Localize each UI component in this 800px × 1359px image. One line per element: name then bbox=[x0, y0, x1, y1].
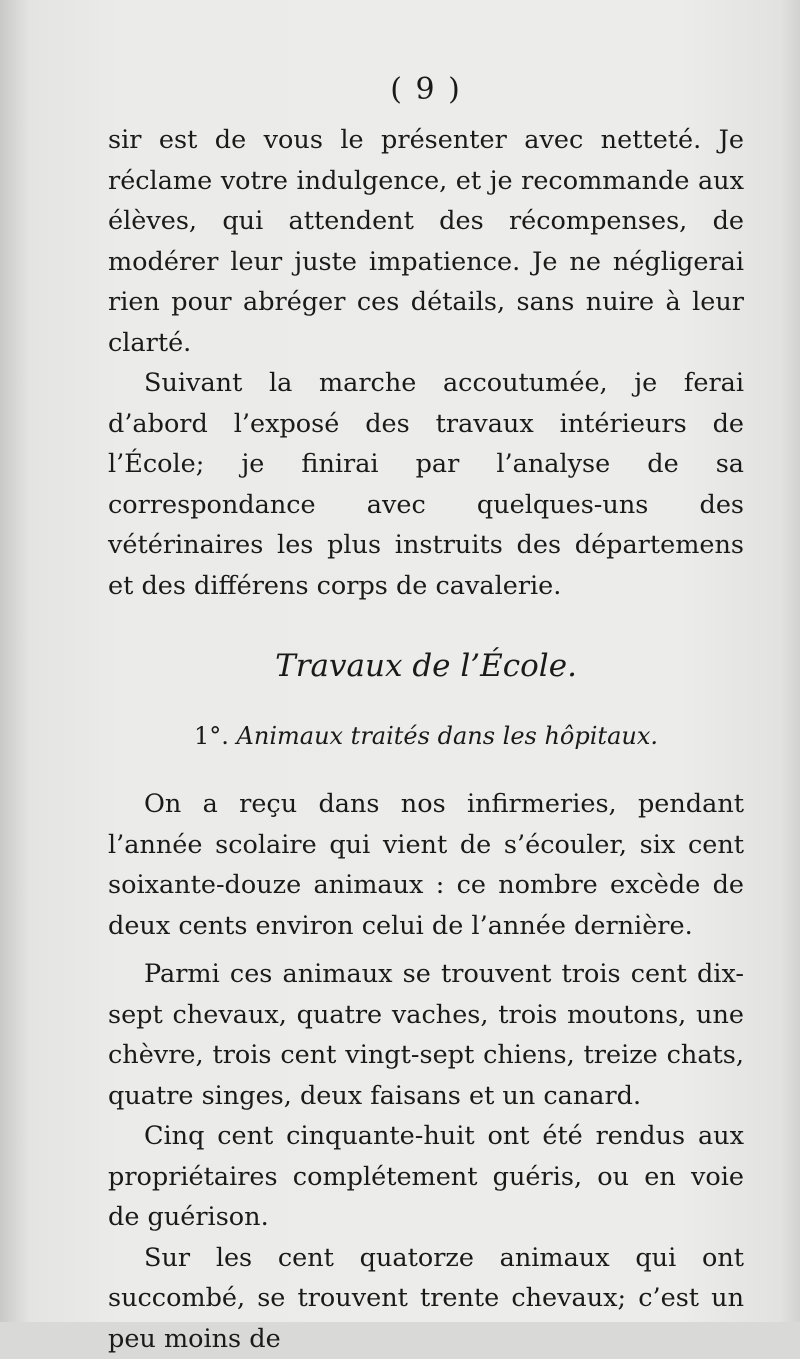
paragraph-body-2: Parmi ces animaux se trouvent trois cent dix-sept chevaux, quatre vaches, trois moutons, une chèvre, trois cent vingt-sept chiens, treize chats, quatre singes, deux faisans et un canard. bbox=[108, 954, 744, 1116]
subsection-number: 1°. bbox=[194, 722, 229, 750]
paragraph-intro-2: Suivant la marche accoutumée, je ferai d’abord l’exposé des travaux intérieurs de l’École; je finirai par l’analyse de sa correspondance avec quelques-uns des vétérinaires les plus instruits des départemens et des différens corps de cavalerie. bbox=[108, 363, 744, 606]
section-title: Travaux de l’École. bbox=[108, 646, 744, 686]
paragraph-body-1: On a reçu dans nos infirmeries, pendant l’année scolaire qui vient de s’écouler, six cent soixante-douze animaux : ce nombre excède de deux cents environ celui de l’année dernière. bbox=[108, 784, 744, 946]
subsection-heading bbox=[108, 718, 744, 754]
page-number: ( 9 ) bbox=[108, 70, 744, 110]
subsection-title: Animaux traités dans les hôpitaux. bbox=[237, 722, 658, 750]
paragraph-body-4: Sur les cent quatorze animaux qui ont succombé, se trouvent trente chevaux; c’est un peu moins de bbox=[108, 1238, 744, 1359]
page-text-block bbox=[108, 70, 744, 1359]
paragraph-body-3: Cinq cent cinquante-huit ont été rendus aux propriétaires complétement guéris, ou en voie de guérison. bbox=[108, 1116, 744, 1238]
paragraph-intro-1: sir est de vous le présenter avec netteté. Je réclame votre indulgence, et je recommande aux élèves, qui attendent des récompenses, de modérer leur juste impatience. Je ne négligerai rien pour abréger ces détails, sans nuire à leur clarté. bbox=[108, 120, 744, 363]
